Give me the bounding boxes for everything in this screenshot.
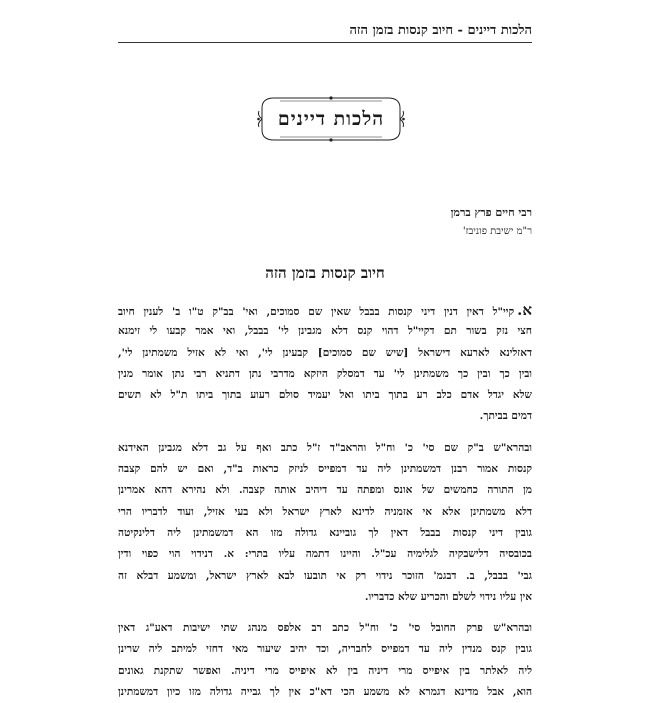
text-line: מן התורה כחמשים של אונס ומפתה עד דיהיב אותה קצבה. ולא נהירא דהא אמרינן (118, 484, 532, 497)
author-role: ר"מ ישיבת פוניבז' (462, 226, 532, 237)
text-line: גובין קנס מנדין ליה עד דמפייס לחבריה, וכד יהיב שיעור מאי דחזי למיתב ליה שרינן (118, 643, 532, 656)
section-title: חיוב קנסות בזמן הזה (265, 264, 385, 282)
text-line: שלא יגדל אדם כלב רע בתוך ביתו ואל יעמיד סולם רעוע בתוך ביתו ת"ל לא תשים (118, 389, 532, 402)
text-line: גובין דיני קנסות בבבל דאין לך גוביינא גדולה מזו הא דמשמתינן ליה דלינקיטה (118, 526, 532, 539)
text-line: ובהרא"ש פרק החובל סי' כ' וח"ל כתב רב אלפס מנהג שתי ישיבות דאע"ג דאין (118, 622, 532, 635)
paragraph (118, 300, 532, 428)
text-line: ליה לאלתר בין איפייס מרי דיניה בין לא איפייס מרי דיניה. ואפשר שתקנת גאונים (118, 664, 532, 677)
text-line: חצי נזק בשור תם דקיי"ל דהוי קנס דלא מגבינן לי' בבבל, ואי אמר קבעו לי זימנא (118, 325, 532, 338)
text-line: הוא, אבל מדינא דגמרא לא משמע הכי דא"כ אין לך גבייה גדולה מזו כיון דמשמתינן (118, 686, 532, 699)
paragraph (118, 618, 532, 703)
text-line: דלא משמתינן אלא אי אזמניה לדינא לארץ ישראל ולא בעי אזיל, ועוד לדבריו הרי (118, 505, 532, 518)
paragraph (118, 438, 532, 608)
text-line: א.קיי"ל דאין דנין דיני קנסות בבבל שאין שם סמוכים, ואי' בב"ק ט"ו ב' לענין חיוב (118, 301, 532, 319)
author-name: רבי חיים פרץ ברמן (450, 206, 532, 219)
header-rule (118, 42, 532, 43)
text-line: דמים בביתך. (479, 410, 532, 423)
text-line: ובין כך ובין כך משמתינן לי' עד דמסלק היזקא מדרבי נתן דתניא רבי נתן אומר מנין (118, 367, 532, 380)
chapter-title: הלכות דיינים (277, 108, 385, 130)
text-line: גבי' בבבל, ב. דבגמ' הזוכר נידוי רק אי תובעו לבא לארץ ישראל, ומשמע דבלא זה (118, 569, 532, 582)
running-header: הלכות דיינים - חיוב קנסות בזמן הזה (349, 23, 532, 38)
text-line: אין עליו נידוי לשלם והכריע שלא כדבריו. (364, 590, 532, 603)
text-line: קנסות אמור רבנן דמשמתינן ליה עד דמפייס לניזק כראות ב"ד, ואם יש להם קצבה (118, 463, 532, 476)
body-text (118, 300, 532, 703)
text-line: בכובסיה דלישבקיה לגלימיה עכ"ל. והיינו דתמה עליו בתרי: א. דנידוי הוי כפוי ודין (118, 548, 532, 561)
paragraph-letter: א. (517, 301, 532, 319)
text-line: דאזלינא לארעא דישראל [שיש שם סמוכים] קבעינן לי', ואי לא אזיל משמתינן לי', (118, 346, 532, 359)
text-line: ובהרא"ש ב"ק שם סי' כ' וח"ל והראב"ד ז"ל כתב ואף על גב דלא מגבינן האידנא (118, 441, 532, 454)
